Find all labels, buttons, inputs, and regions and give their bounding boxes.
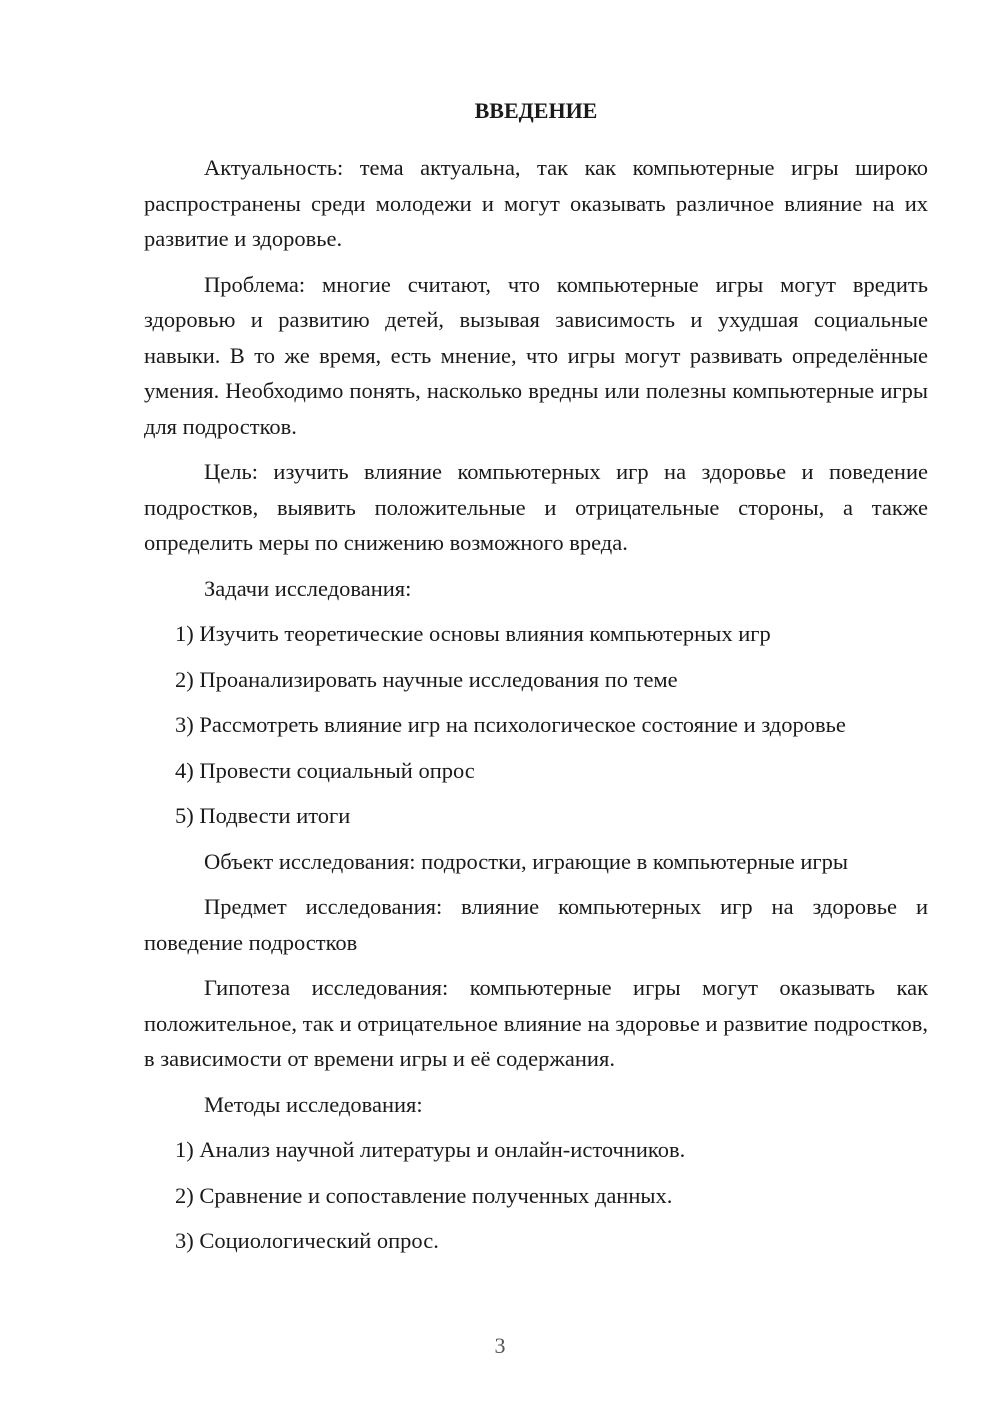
- page-number: 3: [494, 1333, 506, 1358]
- list-item: 5) Подвести итоги: [175, 803, 351, 828]
- list-item: 2) Проанализировать научные исследования по теме: [175, 666, 678, 692]
- document-page: [144, 94, 928, 1269]
- tasks-list: [144, 616, 928, 834]
- list-item: 2) Сравнение и сопоставление полученных данных.: [175, 1182, 673, 1208]
- list-item: 1) Изучить теоретические основы влияния компьютерных игр: [175, 621, 771, 646]
- object-paragraph: Объект исследования: подростки, играющие в компьютерные игры: [204, 848, 848, 874]
- list-item: 4) Провести социальный опрос: [175, 757, 475, 783]
- goal-paragraph: Цель: изучить влияние компьютерных игр на здоровье и поведение подростков, выявить положительные и отрицательные стороны, а также определить меры по снижению возможного вреда.: [144, 459, 928, 555]
- list-item: 3) Социологический опрос.: [175, 1228, 439, 1253]
- subject-paragraph: Предмет исследования: влияние компьютерных игр на здоровье и поведение подростков: [144, 894, 928, 955]
- page-title: ВВЕДЕНИЕ: [474, 98, 598, 123]
- list-item: 3) Рассмотреть влияние игр на психологическое состояние и здоровье: [175, 712, 846, 737]
- hypothesis-paragraph: Гипотеза исследования: компьютерные игры могут оказывать как положительное, так и отрицательное влияние на здоровье и развитие подростков, в зависимости от времени игры и её содержания.: [144, 975, 928, 1071]
- tasks-label: Задачи исследования:: [204, 575, 412, 601]
- methods-list: [144, 1132, 928, 1259]
- methods-label: Методы исследования:: [204, 1091, 423, 1117]
- relevance-paragraph: Актуальность: тема актуальна, так как компьютерные игры широко распространены среди молодежи и могут оказывать различное влияние на их развитие и здоровье.: [144, 155, 928, 251]
- list-item: 1) Анализ научной литературы и онлайн-источников.: [175, 1137, 686, 1162]
- problem-paragraph: Проблема: многие считают, что компьютерные игры могут вредить здоровью и развитию детей, вызывая зависимость и ухудшая социальные навыки. В то же время, есть мнение, что игры могут развивать определённые умения. Необходимо понять, насколько вредны или полезны компьютерные игры для подростков.: [144, 271, 928, 439]
